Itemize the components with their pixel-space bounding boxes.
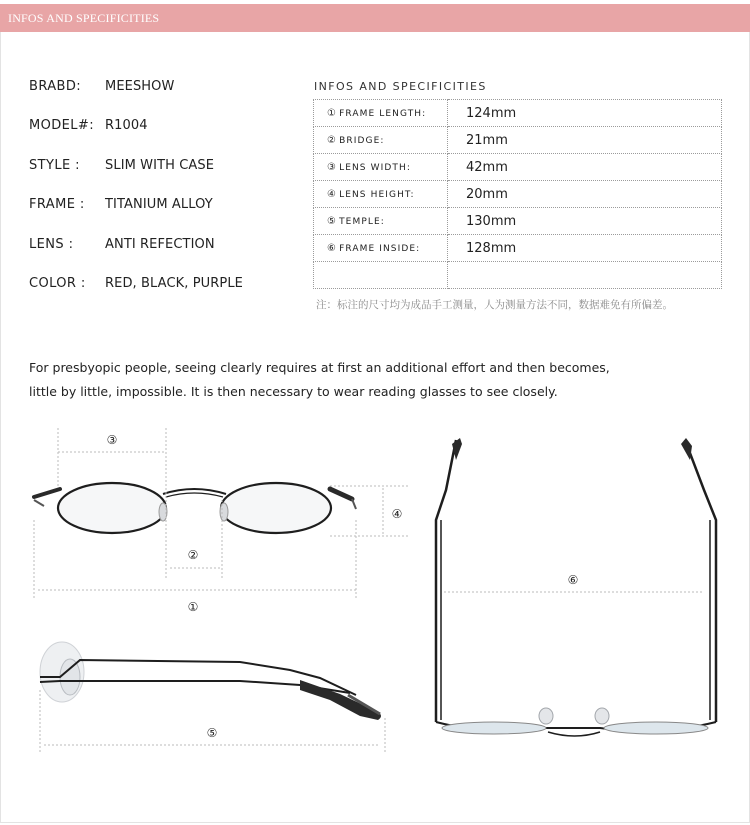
- spec-color-label: COLOR :: [29, 276, 86, 291]
- spec-frame-value: TITANIUM ALLOY: [105, 197, 213, 212]
- spec-brand-label: BRABD:: [29, 79, 82, 94]
- top-view-glasses: [436, 438, 716, 736]
- row-label: FRAME LENGTH:: [339, 108, 427, 119]
- row-value: 20mm: [448, 181, 722, 208]
- marker-lens-width: ③: [106, 433, 118, 447]
- spec-model-value: R1004: [105, 118, 148, 133]
- row-number: ④: [327, 188, 338, 200]
- spec-model-label: MODEL#:: [29, 118, 94, 133]
- row-value: 42mm: [448, 154, 722, 181]
- row-number: ⑤: [327, 215, 338, 227]
- row-number: ①: [327, 107, 338, 119]
- description-line-2: little by little, impossible. It is then necessary to wear reading glasses to see closely.: [29, 384, 558, 399]
- row-label: LENS HEIGHT:: [339, 189, 415, 200]
- front-view-glasses: [34, 483, 356, 533]
- row-label: LENS WIDTH:: [339, 162, 411, 173]
- marker-lens-height: ④: [391, 507, 403, 521]
- spec-style-value: SLIM WITH CASE: [105, 158, 215, 173]
- spec-brand-value: MEESHOW: [105, 79, 175, 94]
- row-label: BRIDGE:: [339, 135, 385, 146]
- row-value: 128mm: [448, 235, 722, 262]
- row-value: 130mm: [448, 208, 722, 235]
- row-value: 124mm: [448, 100, 722, 127]
- section-header-title: INFOS AND SPECIFICITIES: [8, 11, 160, 25]
- marker-bridge: ②: [187, 548, 199, 562]
- spec-lens-label: LENS :: [29, 237, 74, 252]
- marker-temple: ⑤: [206, 726, 218, 740]
- spec-color-value: RED, BLACK, PURPLE: [105, 276, 243, 291]
- row-number: ②: [327, 134, 338, 146]
- spec-style-label: STYLE :: [29, 158, 80, 173]
- side-view-glasses: [40, 642, 381, 720]
- marker-frame-length: ①: [187, 600, 199, 614]
- description-line-1: For presbyopic people, seeing clearly requires at first an additional effort and then becomes,: [29, 360, 610, 375]
- table-title: INFOS AND SPECIFICITIES: [314, 80, 487, 93]
- row-label: TEMPLE:: [339, 216, 385, 227]
- spec-frame-label: FRAME :: [29, 197, 85, 212]
- spec-lens-value: ANTI REFECTION: [105, 237, 215, 252]
- row-number: ③: [327, 161, 338, 173]
- row-label: FRAME INSIDE:: [339, 243, 421, 254]
- measurement-note: 注：标注的尺寸均为成品手工测量，人为测量方法不同，数据难免有所偏差。: [316, 299, 673, 311]
- row-value: 21mm: [448, 127, 722, 154]
- marker-frame-inside: ⑥: [567, 573, 579, 587]
- row-number: ⑥: [327, 242, 338, 254]
